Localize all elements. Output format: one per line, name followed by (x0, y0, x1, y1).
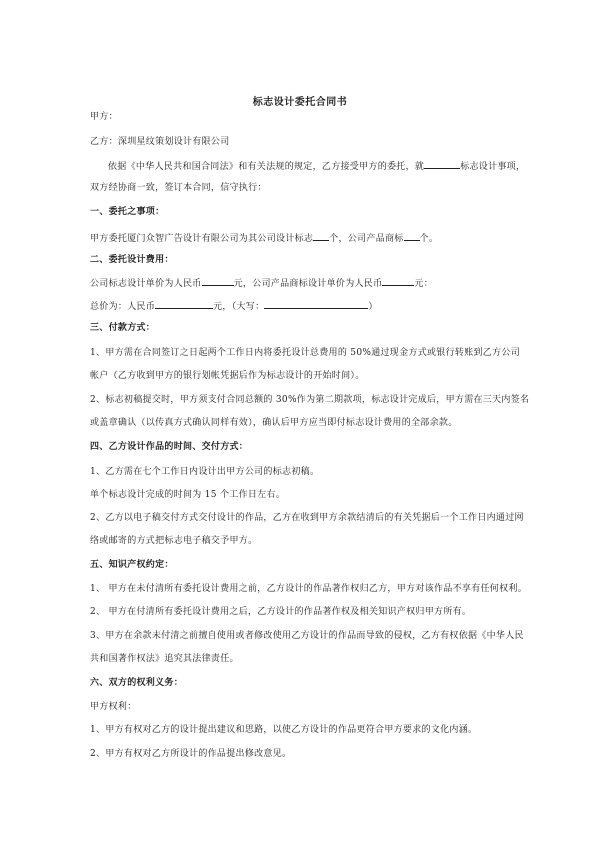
section-5-para-2: 2、 甲方在付清所有委托设计费用之后，乙方设计的作品著作权及相关知识产权归甲方所有。 (90, 607, 472, 617)
section-3-title: 三、付款方式： (90, 323, 156, 333)
section-3-para-1-line-1: 1、甲方需在合同签订之日起两个工作日内将委托设计总费用的 50%通过现金方式或银行转账到乙方公司 (90, 348, 520, 358)
s2-text-b: 元，公司产品商标设计单价为人民币 (233, 279, 383, 289)
section-4-para-2: 单个标志设计完成的时间为 15 个工作日左右。 (90, 490, 286, 500)
intro-line-2: 双方经协商一致，签订本合同，信守执行： (90, 183, 267, 193)
s1-text-a: 甲方委托厦门众智广告设计有限公司为其公司设计标志 (90, 234, 314, 244)
s2-total-text-a: 总价为：人民币 (90, 302, 156, 312)
blank-total-amount (155, 299, 213, 309)
section-6-para-1: 1、甲方有权对乙方的设计提出建议和思路，以使乙方设计的作品更符合甲方要求的文化内涵。 (90, 725, 478, 735)
section-5-para-1: 1、 甲方在未付清所有委托设计费用之前，乙方设计的作品著作权归乙方，甲方对该作品不享有任何权利。 (90, 584, 527, 594)
blank-logo-price (202, 276, 234, 286)
blank-total-words (264, 299, 368, 309)
s2-text-a: 公司标志设计单价为人民币 (90, 279, 202, 289)
blank-trademark-count (404, 231, 420, 241)
section-5-para-3-line-2: 共和国著作权法》追究其法律责任。 (90, 654, 239, 664)
section-3-para-2-line-2: 或盖章确认（以传真方式确认同样有效），确认后甲方应当即付标志设计费用的全部余款。 (90, 418, 458, 428)
blank-design-item (424, 159, 460, 169)
section-6-para-2: 2、甲方有权对乙方所设计的作品提出修改意见。 (90, 749, 292, 759)
section-4-para-1: 1、乙方需在七个工作日内设计出甲方公司的标志初稿。 (90, 467, 320, 477)
section-1-para (90, 231, 438, 245)
section-5-title: 五、知识产权约定： (90, 560, 174, 570)
party-a-line: 甲方： (90, 112, 118, 122)
blank-trademark-price (382, 276, 414, 286)
blank-logo-count (313, 231, 329, 241)
section-6-title: 六、双方的权利义务： (90, 678, 184, 688)
section-3-para-1-line-2: 帐户（乙方收到甲方的银行划帐凭据后作为标志设计的开始时间）。 (90, 371, 365, 381)
s2-text-c: 元： (414, 279, 434, 289)
section-4-para-3-line-2: 络或邮寄的方式把标志电子稿交予甲方。 (90, 536, 258, 546)
section-2-price-line (90, 276, 433, 290)
s2-total-text-b: 元，（大写： (213, 302, 265, 312)
section-2-title: 二、委托设计费用： (90, 255, 174, 265)
section-2-total-line (90, 299, 378, 313)
section-4-para-3-line-1: 2、乙方以电子稿交付方式交付设计的作品，乙方在收到甲方余款结清后的有关凭据后一个工作日内通过网 (90, 513, 524, 523)
s1-text-c: 个。 (419, 234, 439, 244)
section-4-title: 四、乙方设计作品的时间、交付方式： (90, 442, 249, 452)
intro-text-b: 标志设计事项， (460, 162, 526, 172)
party-b-line: 乙方：深圳星纹策划设计有限公司 (90, 137, 230, 147)
section-5-para-3-line-1: 3、甲方在余款未付清之前擅自使用或者修改使用乙方设计的作品而导致的侵权，乙方有权依据《中华人民 (90, 631, 524, 641)
s1-text-b: 个，公司产品商标 (329, 234, 404, 244)
section-3-para-2-line-1: 2、标志初稿提交时，甲方须支付合同总额的 30%作为第二期款项，标志设计完成后，甲方需在三天内签名 (90, 395, 530, 405)
intro-text-a: 依据《中华人民共和国合同法》和有关法规的规定，乙方接受甲方的委托，就 (108, 162, 425, 172)
section-1-title: 一、委托之事项： (90, 207, 165, 217)
document-title: 标志设计委托合同书 (252, 97, 348, 108)
s2-total-text-c: ） (368, 302, 378, 312)
section-6-subtitle: 甲方权利： (90, 702, 137, 712)
intro-line-1 (108, 159, 525, 173)
